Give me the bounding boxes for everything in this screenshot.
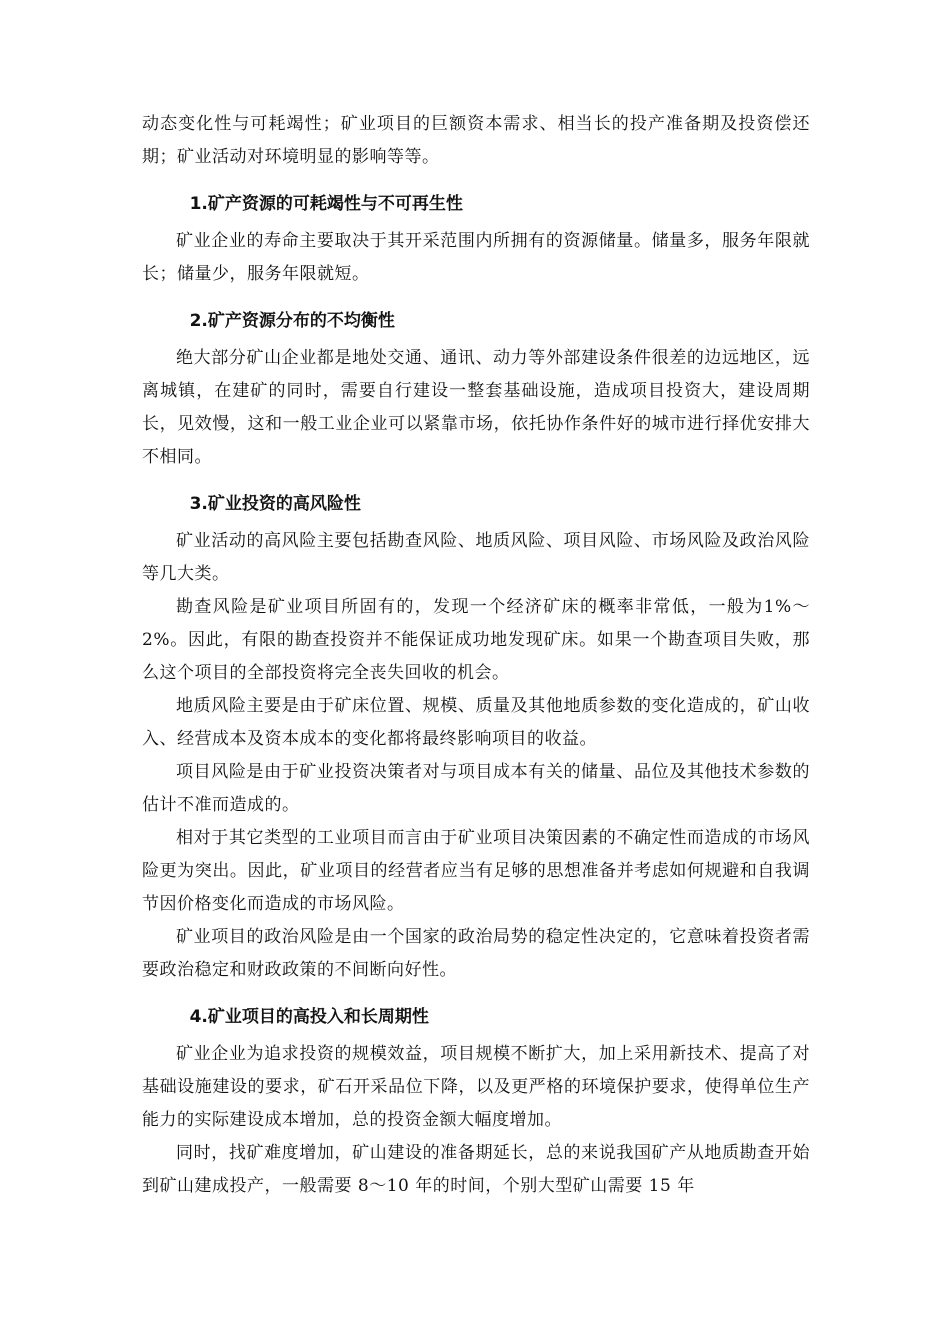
section-3-paragraph-5: 相对于其它类型的工业项目而言由于矿业项目决策因素的不确定性而造成的市场风险更为突出。因此，矿业项目的经营者应当有足够的思想准备并考虑如何规避和自我调节因价格变化而造成的市场风险。 [142, 828, 810, 914]
section-3-paragraph-6: 矿业项目的政治风险是由一个国家的政治局势的稳定性决定的，它意味着投资者需要政治稳定和财政政策的不间断向好性。 [142, 927, 810, 980]
section-4-paragraph-2: 同时，找矿难度增加，矿山建设的准备期延长，总的来说我国矿产从地质勘查开始到矿山建成投产，一般需要 8～10 年的时间，个别大型矿山需要 15 年 [142, 1143, 810, 1196]
section-2-paragraph-1: 绝大部分矿山企业都是地处交通、通讯、动力等外部建设条件很差的边远地区，远离城镇，在建矿的同时，需要自行建设一整套基础设施，造成项目投资大，建设周期长，见效慢，这和一般工业企业可以紧靠市场，依托协作条件好的城市进行择优安排大不相同。 [142, 348, 810, 467]
section-3 [142, 488, 810, 987]
section-3-paragraph-4: 项目风险是由于矿业投资决策者对与项目成本有关的储量、品位及其他技术参数的估计不准而造成的。 [142, 762, 810, 815]
section-1-paragraph-1: 矿业企业的寿命主要取决于其开采范围内所拥有的资源储量。储量多，服务年限就长；储量少，服务年限就短。 [142, 231, 810, 284]
section-3-heading: 3.矿业投资的高风险性 [189, 494, 361, 514]
section-3-paragraph-2: 勘查风险是矿业项目所固有的，发现一个经济矿床的概率非常低，一般为1%～2%。因此，有限的勘查投资并不能保证成功地发现矿床。如果一个勘查项目失败，那么这个项目的全部投资将完全丧失回收的机会。 [142, 597, 810, 683]
section-1-heading: 1.矿产资源的可耗竭性与不可再生性 [189, 194, 463, 214]
section-3-paragraph-1: 矿业活动的高风险主要包括勘查风险、地质风险、项目风险、市场风险及政治风险等几大类。 [142, 531, 810, 584]
section-4 [142, 1001, 810, 1203]
section-1 [142, 188, 810, 291]
section-3-paragraph-3: 地质风险主要是由于矿床位置、规模、质量及其他地质参数的变化造成的，矿山收入、经营成本及资本成本的变化都将最终影响项目的收益。 [142, 696, 810, 749]
section-2 [142, 305, 810, 474]
section-4-heading: 4.矿业项目的高投入和长周期性 [189, 1007, 429, 1027]
document-page [142, 108, 810, 1203]
intro-paragraph: 动态变化性与可耗竭性；矿业项目的巨额资本需求、相当长的投产准备期及投资偿还期；矿业活动对环境明显的影响等等。 [142, 114, 810, 167]
section-4-paragraph-1: 矿业企业为追求投资的规模效益，项目规模不断扩大，加上采用新技术、提高了对基础设施建设的要求，矿石开采品位下降，以及更严格的环境保护要求，使得单位生产能力的实际建设成本增加，总的投资金额大幅度增加。 [142, 1044, 810, 1130]
section-2-heading: 2.矿产资源分布的不均衡性 [189, 311, 395, 331]
